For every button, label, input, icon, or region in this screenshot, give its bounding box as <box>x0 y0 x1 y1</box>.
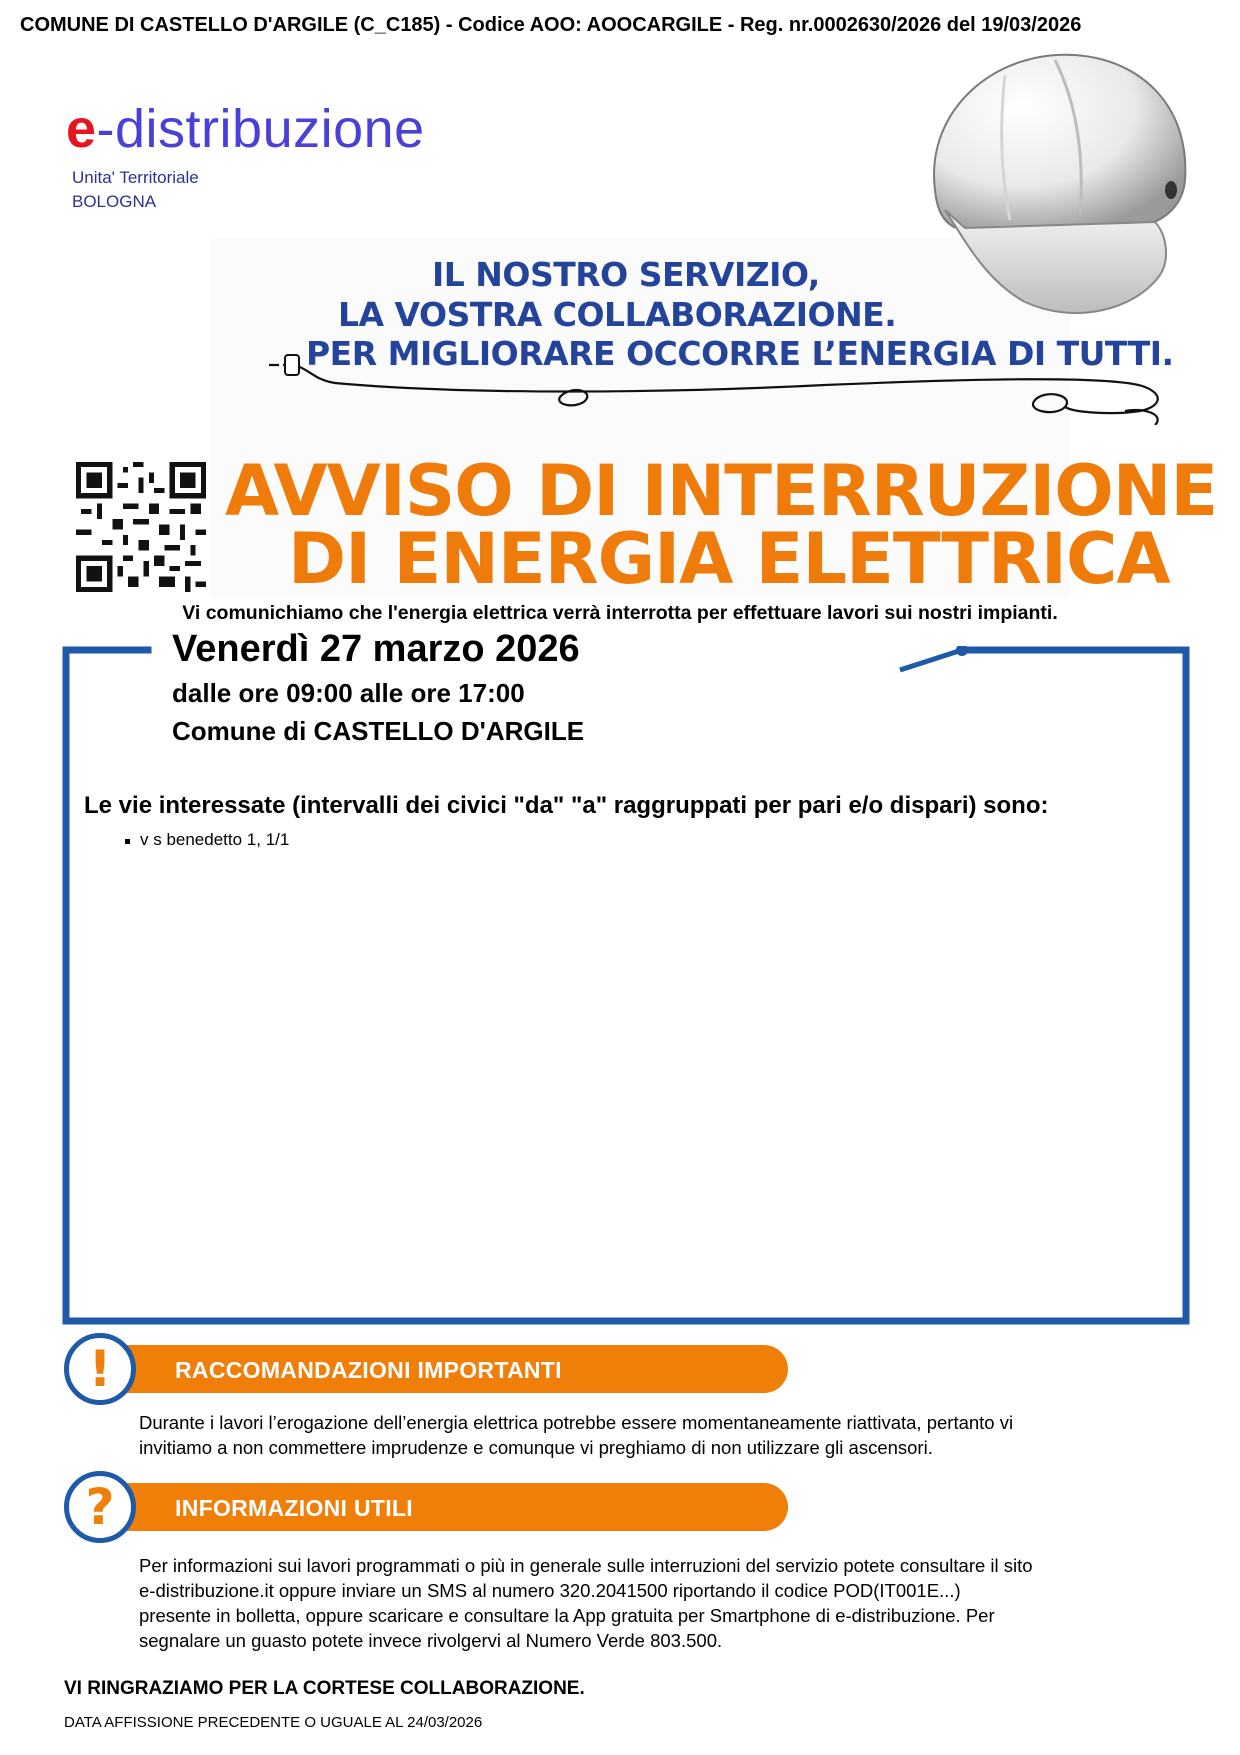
posting-date: DATA AFFISSIONE PRECEDENTE O UGUALE AL 24/03/2026 <box>64 1714 483 1731</box>
slogan-line-1: IL NOSTRO SERVIZIO, <box>432 255 820 294</box>
logo-brand-text: -distribuzione <box>96 99 425 159</box>
logo-e-letter: e <box>66 99 97 159</box>
slogan-line-3: PER MIGLIORARE OCCORRE L’ENERGIA DI TUTTI. <box>306 334 1174 373</box>
unit-line-2: BOLOGNA <box>72 192 157 211</box>
interruption-date: Venerdì 27 marzo 2026 <box>172 628 580 670</box>
info-text <box>139 1553 1149 1653</box>
territorial-unit <box>72 166 199 214</box>
recommendations-line-1: Durante i lavori l’erogazione dell’energia elettrica potrebbe essere momentaneamente riattivata, pertanto vi <box>139 1412 1014 1433</box>
info-line-1: Per informazioni sui lavori programmati o più in generale sulle interruzioni del servizio potete consultare il sito <box>139 1555 1033 1576</box>
registration-header: COMUNE DI CASTELLO D'ARGILE (C_C185) - Codice AOO: AOOCARGILE - Reg. nr.0002630/2026 del 19/03/2026 <box>20 14 1082 36</box>
notice-title-line-1: AVVISO DI INTERRUZIONE <box>225 450 1218 532</box>
unit-line-1: Unita' Territoriale <box>72 168 199 187</box>
notice-title-line-2: DI ENERGIA ELETTRICA <box>288 518 1170 600</box>
question-icon: ? <box>64 1471 136 1543</box>
info-line-2: e-distribuzione.it oppure inviare un SMS al numero 320.2041500 riportando il codice POD(IT001E...) <box>139 1580 961 1601</box>
slogan-line-2: LA VOSTRA COLLABORAZIONE. <box>338 295 897 334</box>
streets-list <box>122 830 289 850</box>
interruption-town: Comune di CASTELLO D'ARGILE <box>172 716 585 746</box>
street-item: v s benedetto 1, 1/1 <box>122 830 289 850</box>
recommendations-text <box>139 1410 1149 1460</box>
qr-code[interactable] <box>76 462 206 592</box>
notice-frame <box>62 646 1190 1326</box>
interruption-time: dalle ore 09:00 alle ore 17:00 <box>172 678 525 708</box>
thanks-text: VI RINGRAZIAMO PER LA CORTESE COLLABORAZIONE. <box>64 1678 585 1699</box>
streets-heading: Le vie interessate (intervalli dei civici "da" "a" raggruppati per pari e/o dispari) sono: <box>84 792 1049 819</box>
info-line-3: presente in bolletta, oppure scaricare e consultare la App gratuita per Smartphone di e-distribuzione. Per <box>139 1605 995 1626</box>
info-title: INFORMAZIONI UTILI <box>175 1495 413 1521</box>
info-line-4: segnalare un guasto potete invece rivolgervi al Numero Verde 803.500. <box>139 1630 723 1651</box>
power-cord-icon <box>265 345 1175 425</box>
recommendations-line-2: invitiamo a non commettere imprudenze e comunque vi preghiamo di non utilizzare gli ascensori. <box>139 1437 933 1458</box>
notice-intro: Vi comunichiamo che l'energia elettrica verrà interrotta per effettuare lavori sui nostri impianti. <box>182 602 1058 624</box>
e-distribuzione-logo <box>66 98 425 160</box>
exclamation-icon: ! <box>64 1333 136 1405</box>
recommendations-title: RACCOMANDAZIONI IMPORTANTI <box>175 1357 562 1383</box>
helmet-image <box>905 40 1205 330</box>
